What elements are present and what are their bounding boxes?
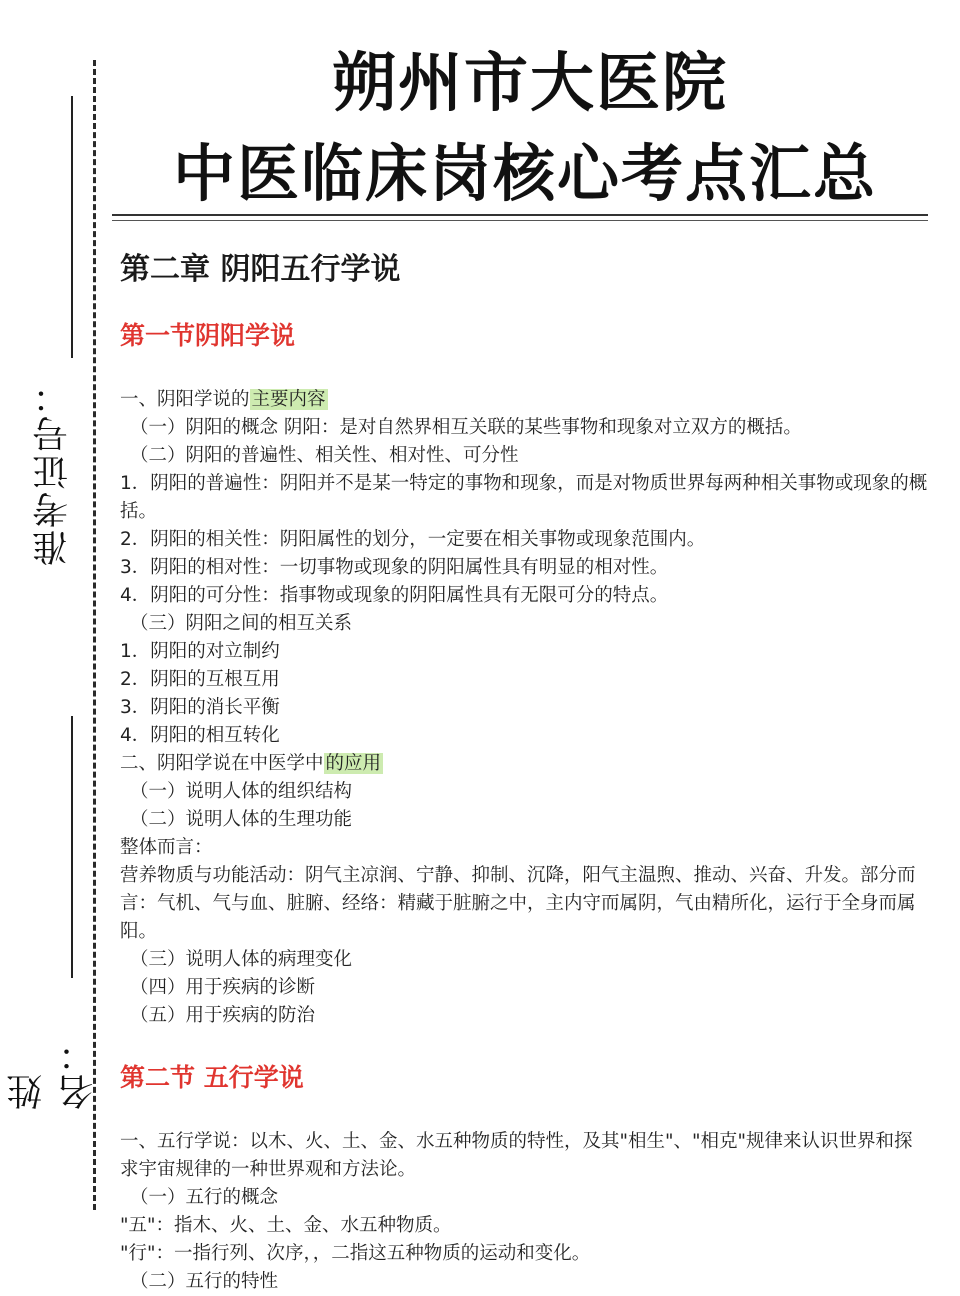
header-divider [112, 214, 928, 216]
exam-number-label: 准考证号： [32, 376, 74, 566]
text-line: 2．阴阳的相关性：阴阳属性的划分，一定要在相关事物或现象范围内。 [120, 529, 706, 550]
text-line: （二）五行的特性 [130, 1271, 279, 1292]
text-line: 1．阴阳的普遍性：阴阳并不是某一特定的事物和现象，而是对物质世界每两种相关事物或现象的概括。 [120, 473, 928, 522]
text-line: （二）说明人体的生理功能 [130, 809, 353, 830]
text-line: 3．阴阳的消长平衡 [120, 697, 280, 718]
text-line: （四）用于疾病的诊断 [130, 977, 316, 998]
text-line: （一）阴阳的概念 阴阳：是对自然界相互关联的某些事物和现象对立双方的概括。 [130, 417, 802, 438]
section-heading-yinyang: 第一节阴阳学说 [120, 321, 296, 350]
name-underline [71, 716, 73, 978]
text-line: （一）五行的概念 [130, 1187, 279, 1208]
heading-text: 一、阴阳学说的 [120, 389, 250, 410]
heading-text: 二、阴阳学说在中医学中 [120, 753, 324, 774]
chapter-heading: 第二章 阴阳五行学说 [120, 252, 401, 287]
text-line: 4．阴阳的相互转化 [120, 725, 280, 746]
text-line: 2．阴阳的互根互用 [120, 669, 280, 690]
page-title: 朔州市大医院 [332, 47, 728, 121]
highlighted-text: 主要内容 [251, 389, 326, 410]
paragraph: 营养物质与功能活动：阴气主凉润、宁静、抑制、沉降，阳气主温煦、推动、兴奋、升发。部分而言：气机、气与血、脏腑、经络：精藏于脏腑之中，主内守而属阴，气由精所化，运行于全身而属阳。 [120, 865, 916, 942]
page-subtitle: 中医临床岗核心考点汇总 [172, 137, 877, 210]
heading-application [120, 750, 930, 778]
paragraph: 一、五行学说：以木、火、土、金、水五种物质的特性，及其"相生"、"相克"规律来认识世界和探求宇宙规律的一种世界观和方法论。 [120, 1131, 913, 1180]
text-line: 1．阴阳的对立制约 [120, 641, 280, 662]
header-divider-thin [112, 220, 928, 221]
section-heading-wuxing: 第二节 五行学说 [120, 1063, 304, 1092]
text-line: （三）说明人体的病理变化 [130, 949, 353, 970]
text-line: 整体而言： [120, 837, 213, 858]
name-label: 姓名： [7, 1034, 99, 1110]
text-line: "五"：指木、火、土、金、水五种物质。 [120, 1215, 452, 1236]
text-line: （一）说明人体的组织结构 [130, 781, 353, 802]
highlighted-text: 的应用 [325, 753, 382, 774]
document-body [120, 238, 930, 1296]
text-line: （五）用于疾病的防治 [130, 1005, 316, 1026]
text-line: "行"：一指行列、次序，，二指这五种物质的运动和变化。 [120, 1243, 591, 1264]
exam-number-underline [71, 96, 73, 358]
text-line: （三）阴阳之间的相互关系 [130, 613, 353, 634]
text-line: 4．阴阳的可分性：指事物或现象的阴阳属性具有无限可分的特点。 [120, 585, 669, 606]
heading-main-content [120, 386, 930, 414]
text-line: （二）阴阳的普遍性、相关性、相对性、可分性 [130, 445, 519, 466]
text-line: 3．阴阳的相对性：一切事物或现象的阴阳属性具有明显的相对性。 [120, 557, 669, 578]
